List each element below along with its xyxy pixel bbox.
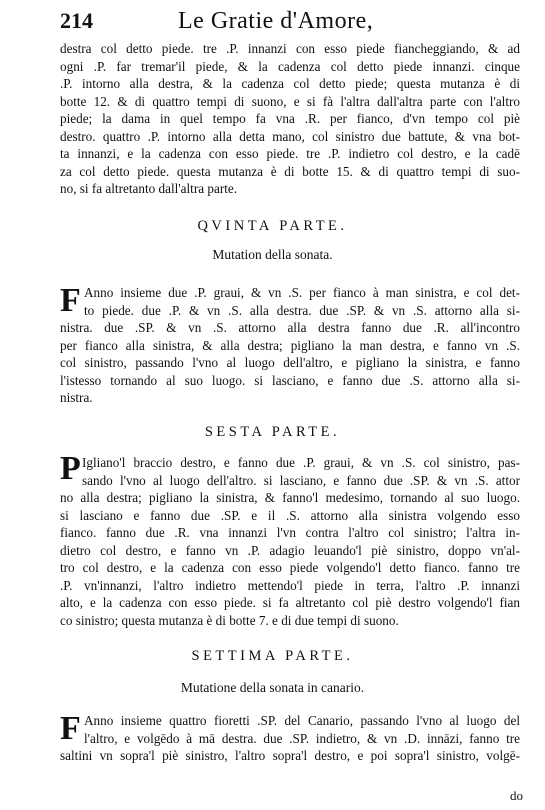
drop-cap-initial: F (60, 710, 81, 747)
drop-cap-initial: F (60, 282, 81, 319)
text-line: fianco. fanno due .R. vna innanzi l'vn contra l'altro col sinistro; l'altra in- (60, 525, 520, 540)
text-line: tro col destro, e la cadenza con esso piede volgendo'l detto fianco. fanno tre (60, 560, 520, 575)
text-line: .P. intorno alla destra, & la cadenza col detto piede; questa mutanza è di (60, 76, 520, 91)
settima-paragraph (60, 712, 520, 765)
text-line: to piede. due .P. & vn .S. alla destra. due .SP. & vn .S. attorno alla si- (84, 302, 520, 318)
text-line: sando l'vno al luogo dell'altro. si lasciano, e fanno due .SP. & vn .S. attor (82, 472, 520, 488)
text-line: Anno insieme quattro fioretti .SP. del Canario, passando l'vno al luogo del (84, 713, 520, 728)
section-subtitle-quinta: Mutation della sonata. (212, 247, 333, 262)
catchword: do (510, 788, 523, 803)
text-line: col sinistro, passando l'vno al luogo dell'altro, e pigliano la sinistra, e fanno (60, 355, 520, 370)
section-title-sesta: SESTA PARTE. (204, 424, 341, 440)
text-line: za col detto piede. questa mutanza è di botte 15. & di quattro tempi di suo- (60, 163, 520, 179)
sesta-paragraph (60, 450, 520, 629)
text-line: dietro col destro, e fanno vn .P. adagio leuando'l piè sinistro, doppo vn'al- (60, 542, 520, 558)
text-line: l'altro, e volgēdo à mā destra. due .SP. indietro, & vn .D. innāzi, fanno tre (84, 730, 520, 746)
running-title: Le Gratie d'Amore, (178, 8, 374, 34)
text-line: si lasciano e fanno due .SP. e il .S. attorno alla sinistra volgendo esso (60, 507, 520, 523)
text-line: Igliano'l braccio destro, e fanno due .P. graui, & vn .S. col sinistro, pas- (82, 455, 520, 470)
text-line: ogni .P. far tremar'il piede, & la cadenza col detto piede innanzi. cinque (60, 58, 520, 74)
section-subtitle-settima: Mutatione della sonata in canario. (180, 680, 365, 695)
text-line: botte 12. & di quattro tempi di suono, e si fà l'altra dall'altra parte con l'altro (60, 93, 520, 109)
text-line: ta innanzi, e la cadenza con esso piede. tre .P. indietro col destro, e la cadē (60, 146, 520, 161)
text-line: l'istesso tornando al suo luogo. si lasciano, e fanno due .S. attorno alla si- (60, 372, 520, 388)
text-line: co sinistro; questa mutanza è di botte 7. e di due tempi di suono. (60, 612, 399, 628)
continuation-paragraph (60, 40, 520, 198)
page-number: 214 (60, 8, 93, 33)
text-line: Anno insieme due .P. graui, & vn .S. per fianco à man sinistra, e col det- (84, 285, 520, 300)
text-line: nistra. (60, 390, 93, 405)
text-line: piede; la dama in quel tempo fa vna .R. per fianco, d'vn tempo col piè (60, 111, 520, 126)
text-line: per fianco alla sinistra, & alla destra; pigliano la man destra, e fanno vn .S. (60, 337, 520, 353)
text-line: saltini vn sopra'l piè sinistro, l'altro sopra'l destro, e poi sopra'l sinistro, volgē- (60, 748, 520, 763)
text-line: destro. quattro .P. intorno alla detta mano, col sinistro due battute, & vna bot- (60, 128, 520, 144)
text-line: .P. vn'innanzi, l'altro indietro mettendo'l piede in terra, l'altro .P. innanzi (60, 577, 520, 593)
text-line: destra col detto piede. tre .P. innanzi con esso piede fiancheggiando, & ad (60, 41, 520, 56)
text-line: nistra. due .SP. & vn .S. attorno alla destra fanno due .R. all'incontro (60, 320, 520, 335)
drop-cap-initial: P (60, 450, 81, 487)
text-line: alto, e la cadenza con esso piede. si fa altretanto col piè destro volgendo'l fian (60, 595, 520, 610)
section-title-settima: SETTIMA PARTE. (191, 648, 354, 664)
page-header (60, 8, 527, 38)
text-line: no alla destra; pigliano la sinistra, & fanno'l medesimo, tornando al suo luogo. (60, 490, 520, 505)
quinta-paragraph (60, 284, 520, 407)
section-title-quinta: QVINTA PARTE. (197, 218, 348, 234)
text-line: no, si fa altretanto dall'altra parte. (60, 181, 238, 196)
